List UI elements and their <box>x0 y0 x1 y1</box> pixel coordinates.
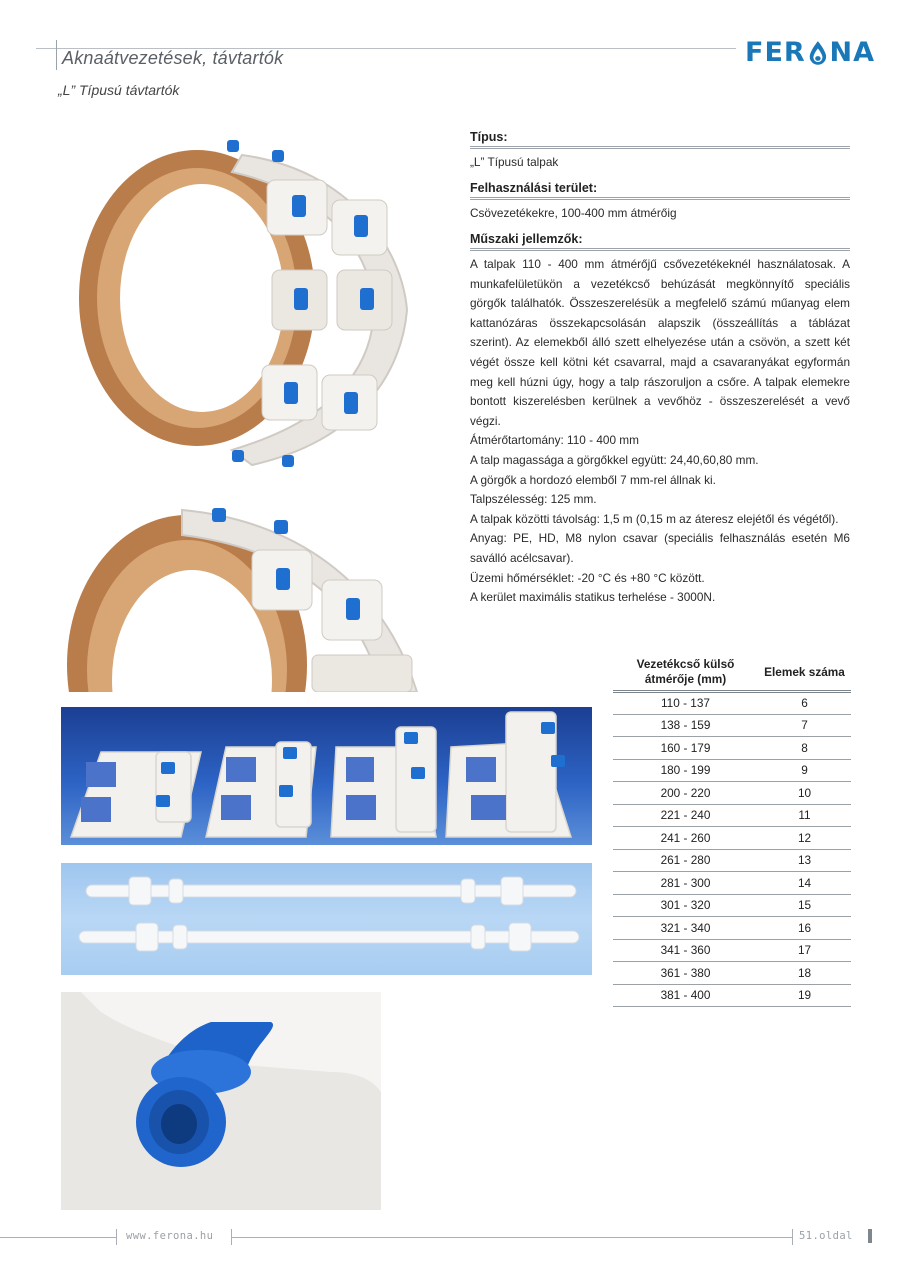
table-cell-count: 17 <box>758 939 851 962</box>
logo-text-end: NA <box>829 37 875 68</box>
table-cell-count: 18 <box>758 962 851 985</box>
product-photo-bolts <box>61 863 592 975</box>
tech-heading: Műszaki jellemzők: <box>470 232 850 251</box>
table-header-row <box>613 655 851 692</box>
footer-tick <box>116 1229 117 1245</box>
table-cell-count: 16 <box>758 917 851 940</box>
product-photo-parts <box>61 707 592 845</box>
tech-section <box>470 232 850 608</box>
table-cell-diameter: 341 - 360 <box>613 939 758 962</box>
table-cell-count: 10 <box>758 782 851 805</box>
tech-line: Talpszélesség: 125 mm. <box>470 492 597 507</box>
table-row <box>613 939 851 962</box>
table-cell-count: 13 <box>758 849 851 872</box>
ferona-logo <box>745 38 875 68</box>
tech-description: A talpak 110 - 400 mm átmérőjű csővezetékeknél használatosak. A munkafelületükön a vezetékcső behúzását megkönnyítő speciális görgők találhatók. Összeszerelésük a megfelelő számú műanyag elem kattanózáras összekapcsolásán alapszik (összeállítás a táblázat szerint). Az elemekből álló szett elhelyezése után a csövön, a szett két végét össze kell kötni két csavarral, majd a csavaranyákat egyformán meg kell húzni úgy, hogy a talp rászoruljon a csőre. A talpak elemekre bontott kiszerelésben kerülnek a vevőhöz - összeszerelését a vevő végzi. <box>470 257 850 428</box>
type-heading: Típus: <box>470 130 850 149</box>
table-row <box>613 962 851 985</box>
page-number: 51.oldal <box>799 1230 853 1242</box>
table-row <box>613 737 851 760</box>
product-photo-roller <box>61 992 381 1210</box>
product-photo-ring-detail <box>62 490 422 692</box>
tech-body <box>470 251 850 608</box>
table-header-diameter: Vezetékcső külső átmérője (mm) <box>613 655 758 692</box>
table-cell-diameter: 110 - 137 <box>613 692 758 715</box>
table-cell-count: 9 <box>758 759 851 782</box>
type-value: „L” Típusú talpak <box>470 155 559 169</box>
table-row <box>613 827 851 850</box>
table-row <box>613 692 851 715</box>
table-cell-count: 19 <box>758 984 851 1007</box>
element-count-table <box>613 655 851 1007</box>
table-cell-diameter: 261 - 280 <box>613 849 758 872</box>
footer-rule-left <box>0 1237 116 1238</box>
table-cell-diameter: 361 - 380 <box>613 962 758 985</box>
table-row <box>613 872 851 895</box>
table-row <box>613 714 851 737</box>
tech-line: A görgők a hordozó elemből 7 mm-rel állnak ki. <box>470 472 716 487</box>
tech-line: A kerület maximális statikus terhelése - 3000N. <box>470 590 716 605</box>
table-cell-diameter: 200 - 220 <box>613 782 758 805</box>
footer-rule <box>231 1237 792 1238</box>
type-section <box>470 130 850 173</box>
table-cell-diameter: 301 - 320 <box>613 894 758 917</box>
footer-website-link[interactable]: www.ferona.hu <box>126 1230 214 1242</box>
footer-bar <box>868 1229 872 1243</box>
table-cell-diameter: 221 - 240 <box>613 804 758 827</box>
table-cell-diameter: 281 - 300 <box>613 872 758 895</box>
table-cell-count: 12 <box>758 827 851 850</box>
table-cell-diameter: 160 - 179 <box>613 737 758 760</box>
area-heading: Felhasználási terület: <box>470 181 850 200</box>
table-row <box>613 782 851 805</box>
area-section <box>470 181 850 224</box>
table-cell-diameter: 138 - 159 <box>613 714 758 737</box>
table-cell-diameter: 381 - 400 <box>613 984 758 1007</box>
table-cell-diameter: 321 - 340 <box>613 917 758 940</box>
table-row <box>613 984 851 1007</box>
table-cell-diameter: 180 - 199 <box>613 759 758 782</box>
footer-tick <box>792 1229 793 1245</box>
table-cell-count: 15 <box>758 894 851 917</box>
water-drop-icon <box>807 39 829 67</box>
table-row <box>613 804 851 827</box>
table-header-count: Elemek száma <box>758 655 851 692</box>
tech-line: A talpak közötti távolság: 1,5 m (0,15 m az áteresz elejétől és végétől). <box>470 511 839 526</box>
table-cell-count: 14 <box>758 872 851 895</box>
area-value: Csövezetékekre, 100-400 mm átmérőig <box>470 206 677 220</box>
table-cell-count: 7 <box>758 714 851 737</box>
table-row <box>613 759 851 782</box>
tech-line: Átmérőtartomány: 110 - 400 mm <box>470 433 639 448</box>
table-row <box>613 917 851 940</box>
page-title: Aknaátvezetések, távtartók <box>62 48 284 68</box>
table-row <box>613 894 851 917</box>
tech-line: Üzemi hőmérséklet: -20 °C és +80 °C között. <box>470 570 705 585</box>
table-cell-count: 11 <box>758 804 851 827</box>
page-subtitle: „L” Típusú távtartók <box>58 82 180 98</box>
table-cell-diameter: 241 - 260 <box>613 827 758 850</box>
table-cell-count: 6 <box>758 692 851 715</box>
tech-line: Anyag: PE, HD, M8 nylon csavar (speciális felhasználás esetén M6 saválló acélcsavar). <box>470 531 850 565</box>
tech-line: A talp magassága a görgőkkel együtt: 24,40,60,80 mm. <box>470 452 759 467</box>
logo-text-start: FER <box>745 37 806 68</box>
table-cell-count: 8 <box>758 737 851 760</box>
table-row <box>613 849 851 872</box>
product-photo-ring <box>62 120 422 480</box>
header-tick <box>56 40 57 70</box>
